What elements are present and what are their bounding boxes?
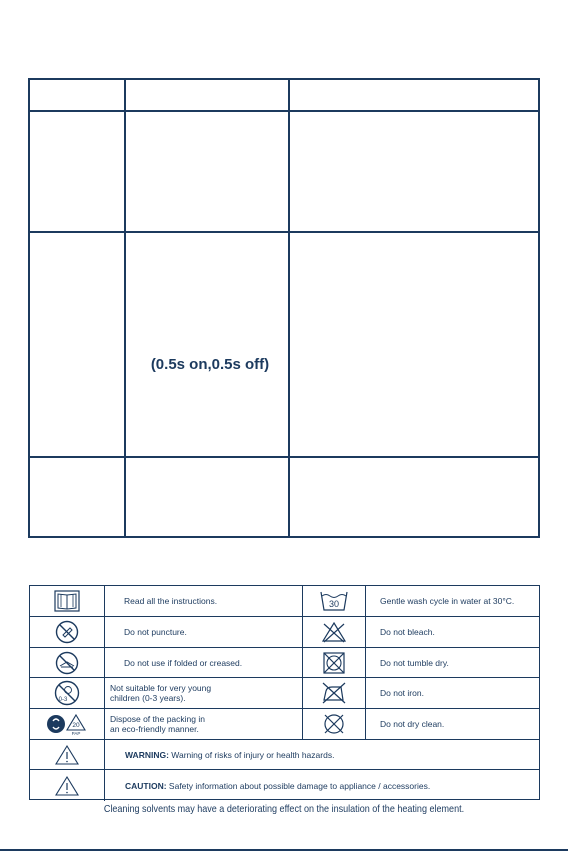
icon-cell bbox=[30, 770, 105, 801]
instruction-text: Dispose of the packing in an eco-friendly manner. bbox=[110, 714, 205, 734]
svg-text:0-3: 0-3 bbox=[58, 697, 68, 703]
warning-text: WARNING: Warning of risks of injury or health hazards. bbox=[125, 749, 335, 760]
icon-cell bbox=[30, 740, 105, 769]
icon-cell bbox=[303, 709, 366, 739]
table-row bbox=[30, 586, 539, 617]
row-divider bbox=[30, 231, 538, 233]
table-row bbox=[30, 648, 539, 678]
instruction-text: Not suitable for very young children (0-3 years). bbox=[110, 683, 212, 703]
icon-cell bbox=[30, 678, 105, 708]
row-divider bbox=[30, 456, 538, 458]
no-children-icon bbox=[54, 680, 80, 706]
column-divider bbox=[124, 80, 126, 536]
table-row bbox=[30, 709, 539, 740]
care-text: Do not bleach. bbox=[380, 627, 435, 637]
svg-text:PAP: PAP bbox=[71, 731, 81, 736]
warning-icon bbox=[54, 744, 80, 766]
instruction-text: Do not use if folded or creased. bbox=[124, 657, 243, 668]
care-text: Do not dry clean. bbox=[380, 719, 445, 729]
no-tumble-dry-icon bbox=[322, 651, 346, 675]
instruction-text: Read all the instructions. bbox=[124, 596, 218, 606]
no-puncture-icon bbox=[55, 620, 79, 644]
cell-divider bbox=[30, 586, 303, 616]
caution-icon bbox=[54, 775, 80, 797]
svg-text:30: 30 bbox=[328, 599, 340, 609]
no-bleach-icon bbox=[321, 621, 347, 643]
table-row bbox=[30, 678, 539, 709]
instruction-text: Do not puncture. bbox=[124, 627, 187, 637]
caution-row bbox=[30, 770, 539, 801]
bottom-rule bbox=[0, 849, 568, 851]
top-grid-table bbox=[28, 78, 540, 538]
care-text: Do not iron. bbox=[380, 688, 424, 698]
icon-cell bbox=[303, 678, 366, 708]
icon-cell bbox=[303, 586, 366, 616]
icon-cell bbox=[30, 709, 105, 739]
icon-cell bbox=[30, 648, 105, 677]
wash-30-icon bbox=[319, 589, 349, 613]
no-iron-icon bbox=[321, 681, 347, 705]
icon-cell bbox=[30, 617, 105, 647]
row-divider bbox=[30, 110, 538, 112]
footer-note: Cleaning solvents may have a deteriorating effect on the insulation of the heating element. bbox=[103, 803, 465, 815]
timing-note: (0.5s on,0.5s off) bbox=[150, 356, 270, 373]
care-symbols-table bbox=[29, 585, 540, 800]
no-folded-icon bbox=[55, 651, 79, 675]
care-text: Gentle wash cycle in water at 30°C. bbox=[380, 596, 515, 606]
column-divider bbox=[288, 80, 290, 536]
icon-cell bbox=[303, 617, 366, 647]
svg-text:20: 20 bbox=[72, 722, 80, 729]
recycle-icon bbox=[45, 712, 89, 736]
warning-row bbox=[30, 740, 539, 770]
table-row bbox=[30, 617, 539, 648]
caution-text: CAUTION: Safety information about possible damage to appliance / accessories. bbox=[125, 780, 431, 791]
no-dry-clean-icon bbox=[322, 712, 346, 736]
care-text: Do not tumble dry. bbox=[380, 657, 449, 668]
icon-cell bbox=[303, 648, 366, 677]
